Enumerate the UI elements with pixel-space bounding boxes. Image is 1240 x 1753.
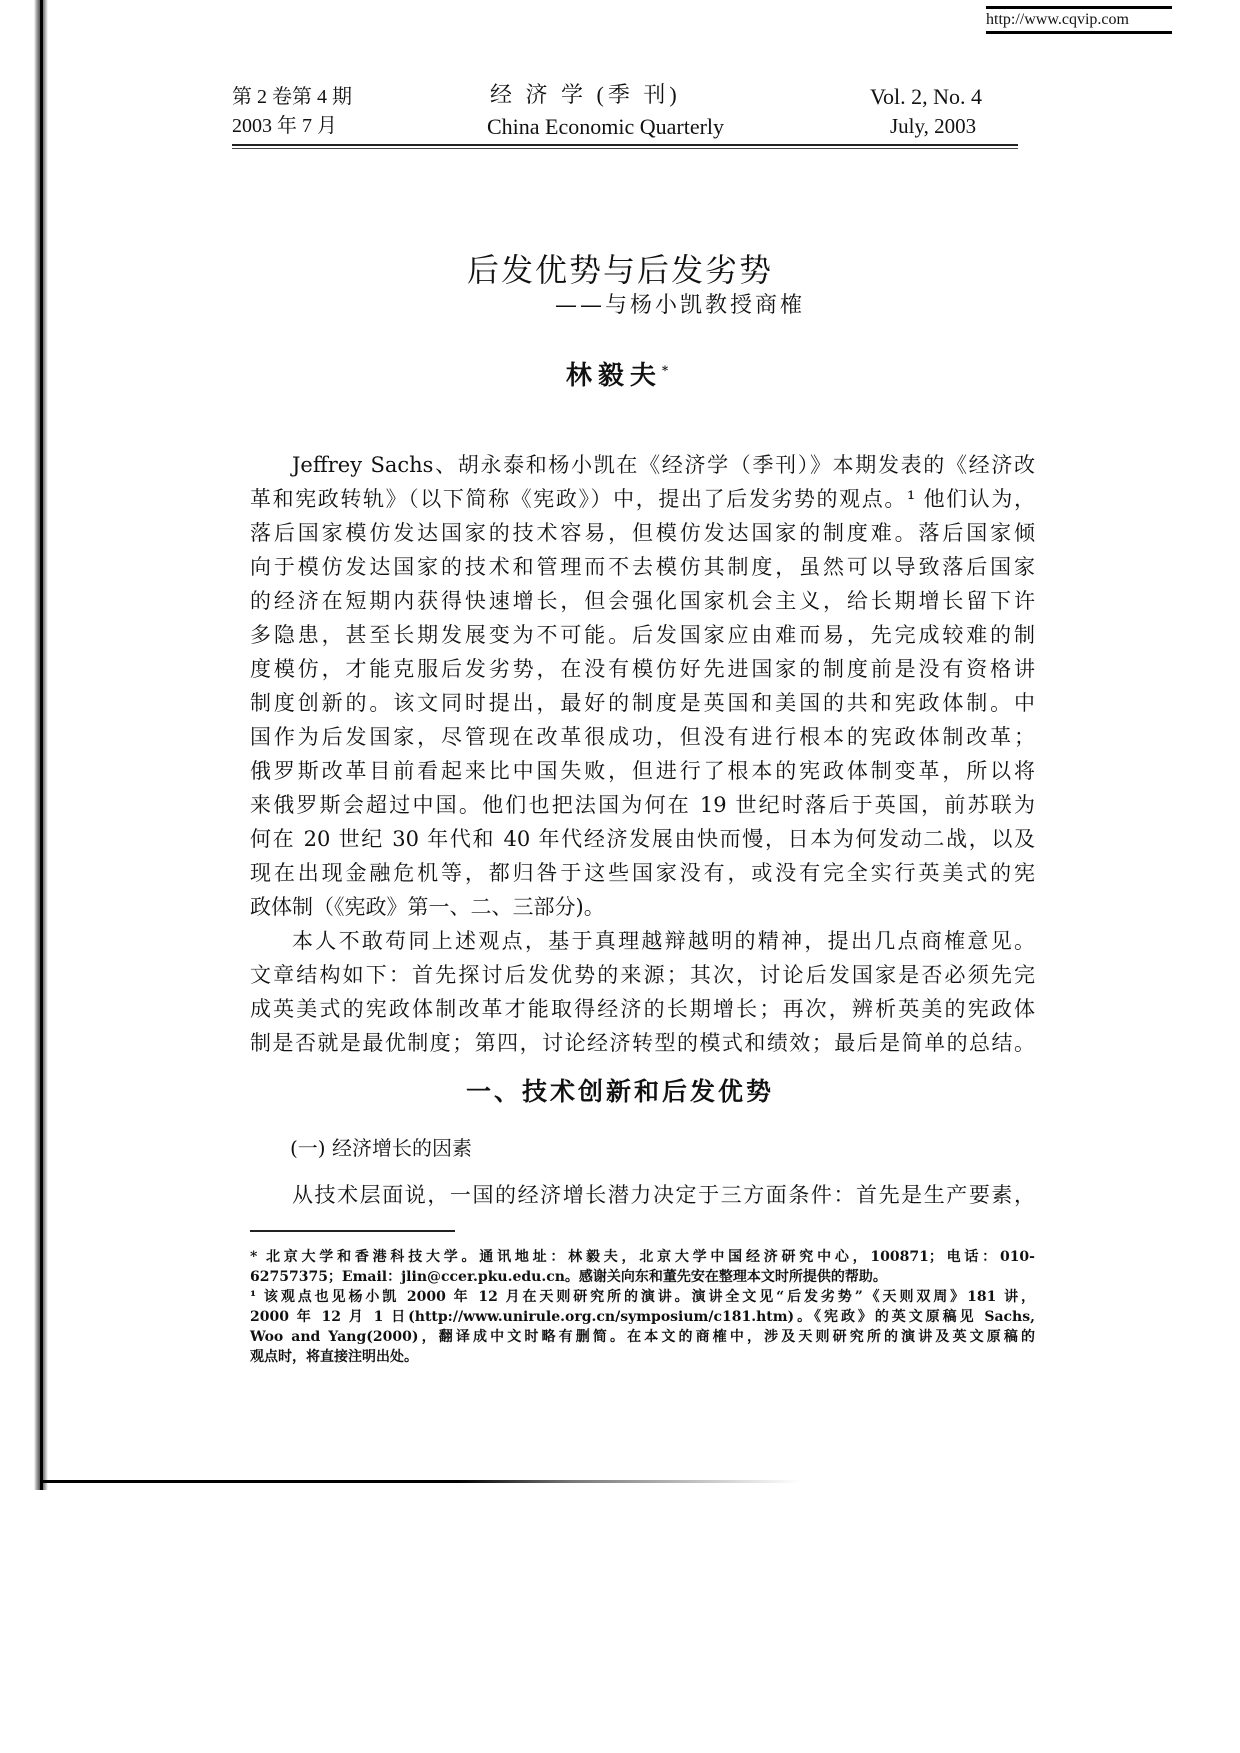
text-line: 国作为后发国家，尽管现在改革很成功，但没有进行根本的宪政体制改革； (250, 725, 1035, 749)
footnote-line: 62757375；Email：jlin@ccer.pku.edu.cn。感谢关向东和董先安在整理本文时所提供的帮助。 (250, 1269, 887, 1285)
text-line: 向于模仿发达国家的技术和管理而不去模仿其制度，虽然可以导致落后国家 (250, 555, 1035, 579)
text-line: 制度创新的。该文同时提出，最好的制度是英国和美国的共和宪政体制。中 (250, 691, 1035, 715)
paragraph-1 (250, 448, 1035, 1060)
text-line: 度模仿，才能克服后发劣势，在没有模仿好先进国家的制度前是没有资格讲 (250, 657, 1035, 681)
footnote-line: Woo and Yang(2000)，翻译成中文时略有删简。在本文的商榷中，涉及天则研究所的演讲及英文原稿的 (250, 1329, 1035, 1345)
text-line: 文章结构如下：首先探讨后发优势的来源；其次，讨论后发国家是否必须先完 (250, 963, 1035, 987)
text-line: 何在 20 世纪 30 年代和 40 年代经济发展由快而慢，日本为何发动二战，以及 (250, 827, 1035, 851)
paragraph-3 (250, 1178, 1035, 1212)
footnote-line: * 北京大学和香港科技大学。通讯地址：林毅夫，北京大学中国经济研究中心，100871；电话：010- (250, 1249, 1035, 1265)
author-name: 林毅夫 (565, 361, 662, 391)
text-line: 现在出现金融危机等，都归咎于这些国家没有，或没有完全实行英美式的宪 (250, 861, 1035, 885)
section-heading: 一、技术创新和后发优势 (465, 1077, 774, 1106)
scan-edge-line (40, 0, 43, 1490)
text-line: 政体制（《宪政》第一、二、三部分)。 (250, 895, 605, 919)
author-footnote-mark: * (661, 363, 675, 378)
header-rule (232, 144, 1018, 149)
watermark-url: http://www.cqvip.com (986, 6, 1172, 34)
article-title: 后发优势与后发劣势 (466, 251, 773, 289)
text-line: 从技术层面说，一国的经济增长潜力决定于三方面条件：首先是生产要素， (292, 1183, 1035, 1207)
text-line: 俄罗斯改革目前看起来比中国失败，但进行了根本的宪政体制变革，所以将 (250, 759, 1035, 783)
header-journal-en: China Economic Quarterly (487, 114, 725, 139)
header-journal-cn: 经 济 学 (季 刊) (490, 82, 681, 107)
footnote-line: 观点时，将直接注明出处。 (250, 1349, 418, 1365)
footnotes (250, 1247, 1035, 1367)
text-line: 本人不敢苟同上述观点，基于真理越辩越明的精神，提出几点商榷意见。 (292, 929, 1035, 953)
text-line: 革和宪政转轨》（以下简称《宪政》）中，提出了后发劣势的观点。¹ 他们认为， (250, 487, 1035, 511)
scan-bottom-line (40, 1480, 800, 1483)
footnote-line: 2000 年 12 月 1 日(http://www.unirule.org.cn/symposium/c181.htm)。《宪政》的英文原稿见 Sachs, (250, 1309, 1035, 1325)
header-issue-cn: 第 2 卷第 4 期 (232, 86, 352, 108)
article-subtitle: ——与杨小凯教授商榷 (554, 293, 805, 318)
header-date-cn: 2003 年 7 月 (232, 115, 337, 137)
text-line: 成英美式的宪政体制改革才能取得经济的长期增长；再次，辨析英美的宪政体 (250, 997, 1035, 1021)
text-line: 落后国家模仿发达国家的技术容易，但模仿发达国家的制度难。落后国家倾 (250, 521, 1035, 545)
text-line: Jeffrey Sachs、胡永泰和杨小凯在《经济学（季刊）》本期发表的《经济改 (292, 453, 1035, 477)
header-date-en: July, 2003 (890, 114, 977, 138)
header-issue-en: Vol. 2, No. 4 (870, 84, 983, 109)
text-line: 多隐患，甚至长期发展变为不可能。后发国家应由难而易，先完成较难的制 (250, 623, 1035, 647)
footnote-line: ¹ 该观点也见杨小凯 2000 年 12 月在天则研究所的演讲。演讲全文见“后发劣势”《天则双周》181 讲， (250, 1289, 1035, 1305)
text-line: 的经济在短期内获得快速增长，但会强化国家机会主义，给长期增长留下许 (250, 589, 1035, 613)
text-line: 来俄罗斯会超过中国。他们也把法国为何在 19 世纪时落后于英国，前苏联为 (250, 793, 1035, 817)
footnote-rule (250, 1230, 455, 1232)
text-line: 制是否就是最优制度；第四，讨论经济转型的模式和绩效；最后是简单的总结。 (250, 1031, 1035, 1055)
article-author (0, 355, 1240, 392)
subsection-heading: (一) 经济增长的因素 (290, 1136, 472, 1160)
